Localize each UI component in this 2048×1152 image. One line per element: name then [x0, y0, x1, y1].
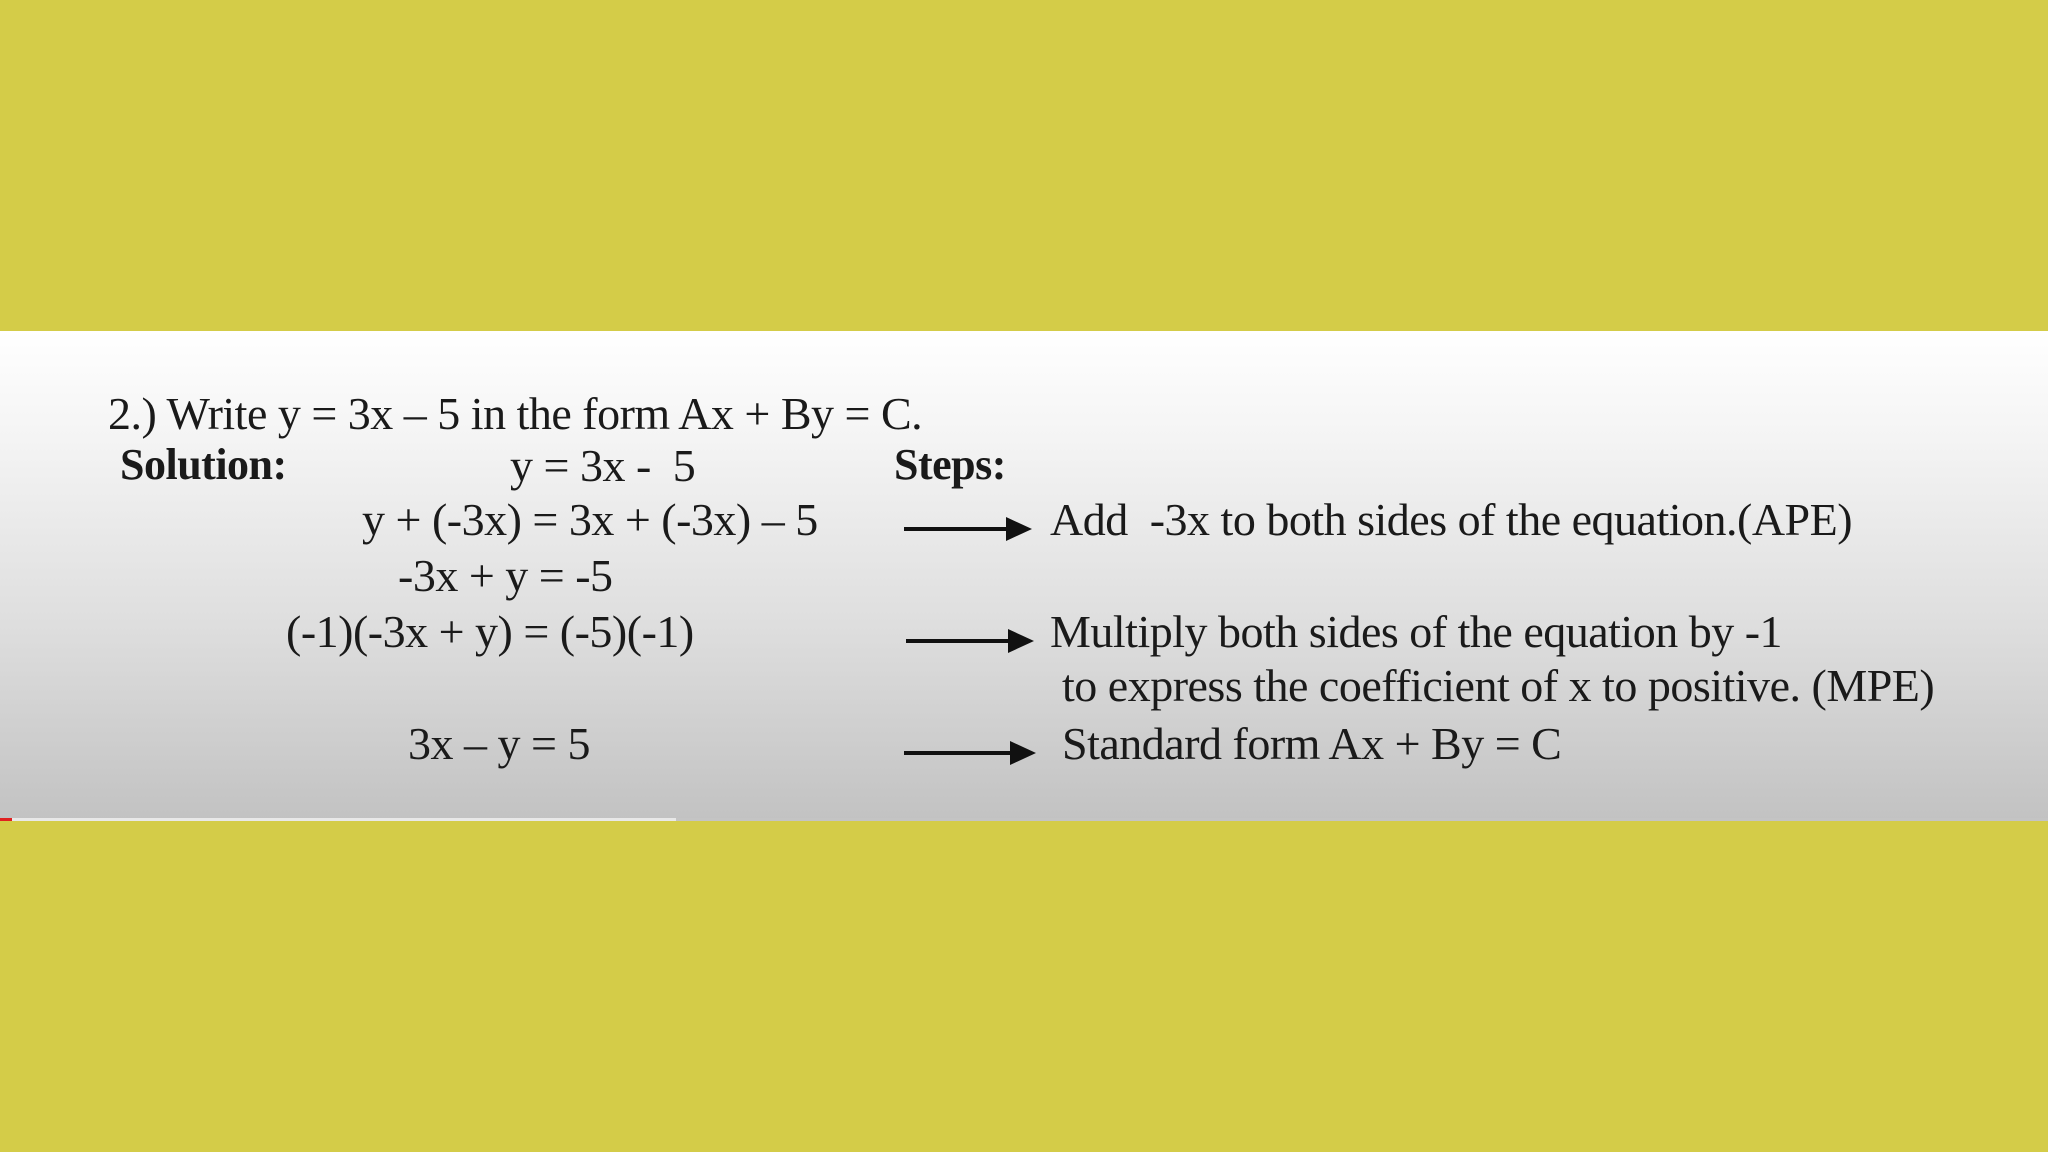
arrow-right-icon: [906, 629, 1034, 653]
math-slide: [0, 331, 2048, 821]
work-line-5: 3x – y = 5: [408, 718, 590, 769]
work-line-4: (-1)(-3x + y) = (-5)(-1): [286, 606, 694, 657]
step-3-text: Standard form Ax + By = C: [1062, 718, 1562, 769]
step-2-text-line-1: Multiply both sides of the equation by -1: [1050, 606, 1783, 657]
background-band-top: [0, 0, 2048, 331]
background-band-bottom: [0, 821, 2048, 1152]
step-2-text-line-2: to express the coefficient of x to positive. (MPE): [1062, 660, 1935, 711]
work-line-1: y = 3x - 5: [510, 440, 696, 491]
work-line-2: y + (-3x) = 3x + (-3x) – 5: [362, 494, 818, 545]
work-line-3: -3x + y = -5: [398, 550, 613, 601]
steps-label: Steps:: [894, 440, 1006, 489]
arrow-right-icon: [904, 517, 1032, 541]
solution-label: Solution:: [120, 440, 287, 489]
arrow-right-icon: [904, 741, 1036, 765]
problem-statement: 2.) Write y = 3x – 5 in the form Ax + By = C.: [108, 388, 923, 439]
step-1-text: Add -3x to both sides of the equation.(APE): [1050, 494, 1853, 545]
